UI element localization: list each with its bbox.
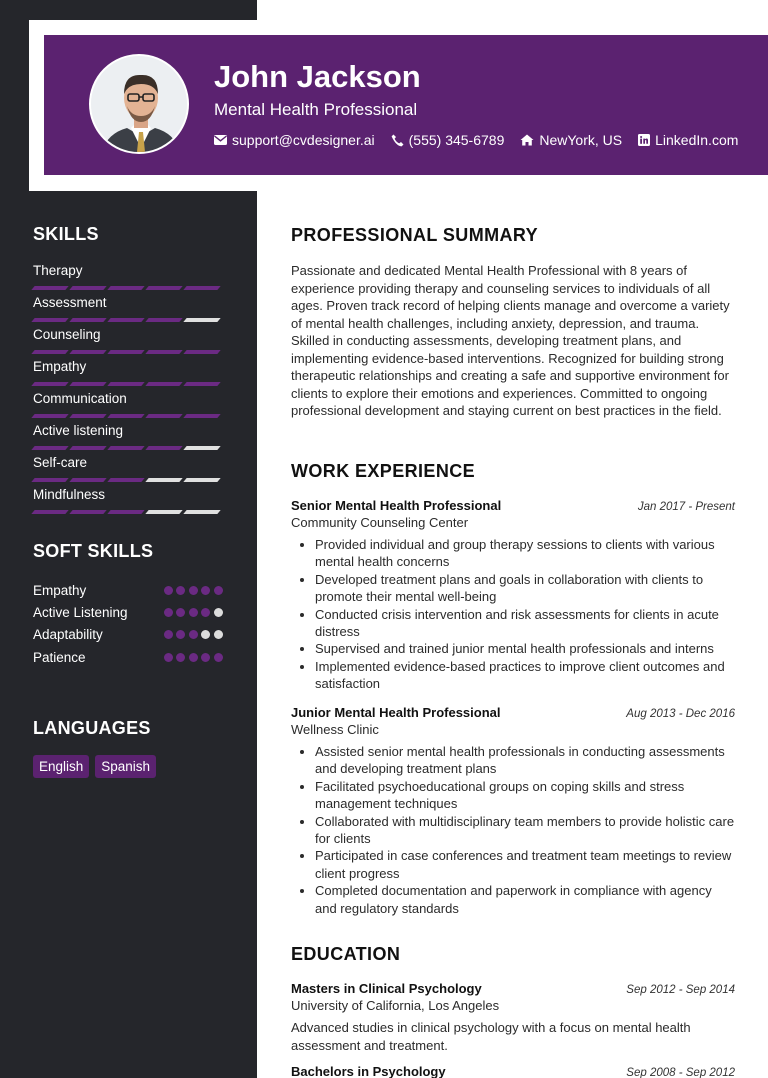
languages-list: [33, 755, 162, 778]
education-description: Advanced studies in clinical psychology with a focus on mental health assessment and treatment.: [291, 1020, 691, 1053]
skill-level-segment: [107, 510, 144, 514]
soft-skill-item: [33, 624, 223, 646]
skill-label: Empathy: [33, 359, 87, 374]
job-entry: [291, 705, 735, 917]
summary-heading: PROFESSIONAL SUMMARY: [291, 225, 539, 245]
job-bullet: • Facilitated psychoeducational groups on coping skills and stress management techniques: [315, 778, 735, 813]
soft-skill-rating: [160, 653, 223, 662]
rating-dot: [201, 586, 210, 595]
skill-level-segment: [183, 286, 220, 290]
skill-item: [33, 454, 223, 486]
skill-level-segment: [69, 446, 106, 450]
skill-level-segment: [69, 382, 106, 386]
skill-level-bars: [33, 318, 223, 322]
skill-label: Self-care: [33, 455, 88, 470]
job-bullet: • Collaborated with multidisciplinary team members to provide holistic care for clients: [315, 813, 735, 848]
rating-dot: [201, 608, 210, 617]
skill-level-segment: [145, 414, 182, 418]
rating-dot: [201, 630, 210, 639]
job-organization: Community Counseling Center: [291, 515, 469, 530]
job-bullet: • Completed documentation and paperwork in compliance with agency and regulatory standards: [315, 882, 735, 917]
rating-dot: [164, 653, 173, 662]
skills-list: [33, 262, 223, 518]
skill-level-bars: [33, 414, 223, 418]
skill-level-segment: [145, 382, 182, 386]
contact-email[interactable]: [214, 132, 375, 148]
rating-dot: [214, 630, 223, 639]
language-badge: Spanish: [95, 755, 156, 778]
degree-title: Bachelors in Psychology: [291, 1064, 446, 1078]
skill-level-segment: [69, 318, 106, 322]
job-bullet: • Participated in case conferences and treatment team meetings to review client progress: [315, 847, 735, 882]
job-title: Junior Mental Health Professional: [291, 705, 501, 720]
skill-level-bars: [33, 510, 223, 514]
soft-skill-item: [33, 646, 223, 668]
job-date: Aug 2013 - Dec 2016: [626, 708, 735, 720]
soft-skill-item: [33, 601, 223, 623]
skill-item: [33, 486, 223, 518]
candidate-title: Mental Health Professional: [214, 100, 418, 119]
experience-heading: WORK EXPERIENCE: [291, 461, 476, 481]
skill-level-segment: [183, 414, 220, 418]
skill-item: [33, 294, 223, 326]
linkedin-icon: [638, 134, 650, 146]
skill-level-bars: [33, 350, 223, 354]
skill-level-segment: [145, 478, 182, 482]
contact-linkedin[interactable]: [638, 132, 738, 148]
job-bullets: [291, 536, 735, 693]
soft-skill-rating: [160, 608, 223, 617]
skills-heading: SKILLS: [33, 224, 99, 244]
skill-level-segment: [145, 510, 182, 514]
skill-item: [33, 422, 223, 454]
skill-level-segment: [107, 318, 144, 322]
email-text: support@cvdesigner.ai: [232, 132, 375, 148]
degree-title: Masters in Clinical Psychology: [291, 981, 482, 996]
skill-level-segment: [107, 478, 144, 482]
skill-level-segment: [107, 414, 144, 418]
job-bullet: • Assisted senior mental health professionals in conducting assessments and developing treatment plans: [315, 743, 735, 778]
skill-label: Assessment: [33, 295, 107, 310]
rating-dot: [176, 586, 185, 595]
job-bullet: • Supervised and trained junior mental health professionals and interns: [315, 640, 735, 657]
summary-text: Passionate and dedicated Mental Health Professional with 8 years of experience providing therapy and counseling services to individuals of all ages. Proven track record of helping clients manage and overcome a variety of mental health challenges, including anxiety, depression, and trauma. Skilled in conducting assessments, developing treatment plans, and implementing evidence-based interventions. Recognized for building strong therapeutic relationships and creating a safe and supportive environment for clients to explore their emotions and experiences. Committed to ongoing professional development and staying current on best practices in the field.: [291, 263, 730, 418]
rating-dot: [164, 586, 173, 595]
job-organization: Wellness Clinic: [291, 722, 379, 737]
skill-item: [33, 358, 223, 390]
rating-dot: [189, 586, 198, 595]
skill-level-segment: [183, 510, 220, 514]
job-bullet: • Developed treatment plans and goals in collaboration with clients to promote their mental well-being: [315, 571, 735, 606]
education-date: Sep 2008 - Sep 2012: [626, 1067, 735, 1078]
phone-text: (555) 345-6789: [408, 132, 505, 148]
skill-level-segment: [107, 446, 144, 450]
skill-level-segment: [183, 350, 220, 354]
skill-level-segment: [31, 382, 68, 386]
skill-level-segment: [183, 446, 220, 450]
skill-label: Mindfulness: [33, 487, 106, 502]
skill-level-segment: [31, 286, 68, 290]
soft-skill-label: Active Listening: [33, 604, 128, 620]
rating-dot: [176, 608, 185, 617]
linkedin-text: LinkedIn.com: [655, 132, 739, 148]
job-entry: [291, 498, 735, 693]
skill-label: Active listening: [33, 423, 124, 438]
skill-level-segment: [31, 318, 68, 322]
contact-location: [520, 132, 622, 148]
rating-dot: [214, 586, 223, 595]
skill-level-segment: [69, 286, 106, 290]
skill-level-segment: [145, 318, 182, 322]
skill-item: [33, 390, 223, 422]
soft-skill-rating: [160, 586, 223, 595]
rating-dot: [176, 630, 185, 639]
skill-level-segment: [31, 446, 68, 450]
contact-bar: [214, 132, 754, 148]
skill-level-segment: [31, 350, 68, 354]
rating-dot: [189, 630, 198, 639]
skill-level-segment: [69, 414, 106, 418]
skill-label: Counseling: [33, 327, 101, 342]
skill-item: [33, 326, 223, 358]
rating-dot: [176, 653, 185, 662]
languages-heading: LANGUAGES: [33, 718, 151, 738]
job-bullet: • Provided individual and group therapy sessions to clients with various mental health concerns: [315, 536, 735, 571]
skill-level-segment: [183, 478, 220, 482]
skill-level-segment: [145, 446, 182, 450]
soft-skill-rating: [160, 630, 223, 639]
soft-skill-item: [33, 579, 223, 601]
profile-photo: [89, 54, 189, 154]
language-badge: English: [33, 755, 89, 778]
education-entry: [291, 1064, 735, 1078]
job-title: Senior Mental Health Professional: [291, 498, 502, 513]
resume-header: [44, 35, 768, 175]
job-bullet: • Implemented evidence-based practices to improve client outcomes and satisfaction: [315, 658, 735, 693]
rating-dot: [214, 608, 223, 617]
rating-dot: [214, 653, 223, 662]
skill-level-segment: [31, 414, 68, 418]
contact-phone[interactable]: [391, 132, 505, 148]
soft-skill-label: Empathy: [33, 582, 87, 598]
skill-level-segment: [69, 478, 106, 482]
envelope-icon: [214, 135, 227, 145]
home-icon: [520, 134, 534, 146]
skill-label: Communication: [33, 391, 127, 406]
job-bullet: • Conducted crisis intervention and risk assessments for clients in acute distress: [315, 606, 735, 641]
skill-level-bars: [33, 478, 223, 482]
rating-dot: [164, 630, 173, 639]
skill-level-bars: [33, 382, 223, 386]
soft-skill-label: Patience: [33, 649, 86, 665]
skill-level-bars: [33, 446, 223, 450]
skill-level-segment: [145, 286, 182, 290]
soft-skills-heading: SOFT SKILLS: [33, 541, 154, 561]
phone-icon: [391, 134, 404, 147]
job-bullets: [291, 743, 735, 917]
soft-skills-list: [33, 579, 223, 668]
school-name: University of California, Los Angeles: [291, 998, 500, 1013]
education-entry: [291, 981, 735, 1054]
skill-level-segment: [69, 350, 106, 354]
skill-level-segment: [107, 350, 144, 354]
soft-skill-label: Adaptability: [33, 627, 103, 643]
rating-dot: [164, 608, 173, 617]
location-text: NewYork, US: [539, 132, 623, 148]
skill-level-segment: [31, 478, 68, 482]
rating-dot: [201, 653, 210, 662]
skill-level-segment: [107, 382, 144, 386]
job-date: Jan 2017 - Present: [637, 501, 735, 513]
skill-level-segment: [183, 382, 220, 386]
education-heading: EDUCATION: [291, 944, 401, 964]
rating-dot: [189, 608, 198, 617]
skill-level-segment: [145, 350, 182, 354]
education-date: Sep 2012 - Sep 2014: [626, 984, 735, 996]
candidate-name: John Jackson: [214, 59, 421, 94]
skill-level-segment: [183, 318, 220, 322]
skill-level-segment: [107, 286, 144, 290]
skill-level-segment: [31, 510, 68, 514]
rating-dot: [189, 653, 198, 662]
skill-level-bars: [33, 286, 223, 290]
skill-level-segment: [69, 510, 106, 514]
skill-item: [33, 262, 223, 294]
skill-label: Therapy: [33, 263, 83, 278]
